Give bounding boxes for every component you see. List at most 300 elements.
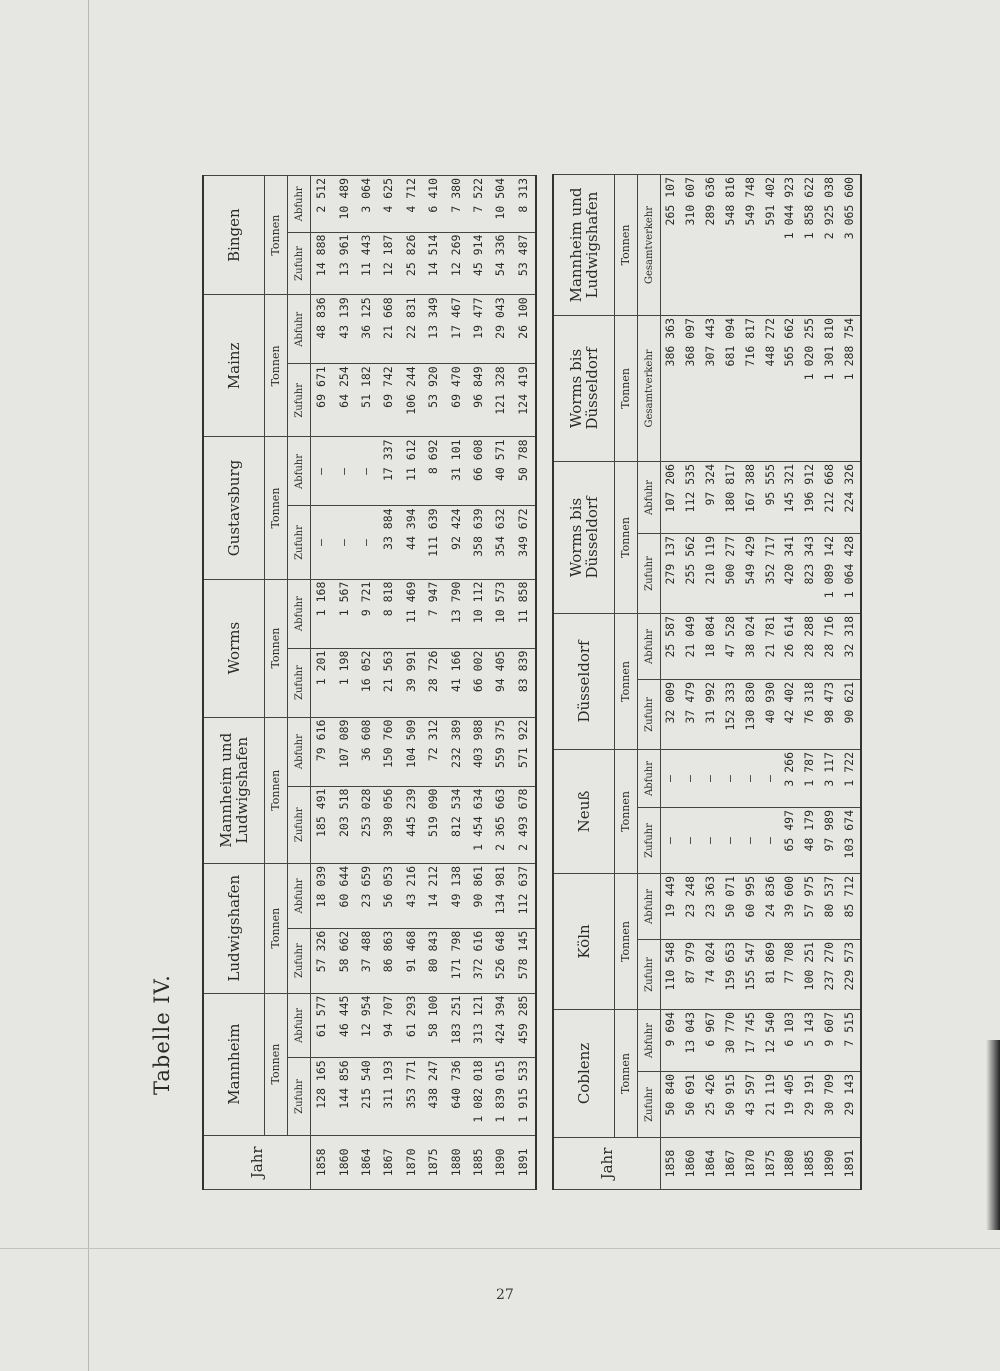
value-cell: 79 616 [311,717,334,786]
value-cell: 22 831 [401,295,423,364]
value-cell: 386 363 [661,315,681,461]
group-header: Mannheim und Ludwigshafen [203,717,265,863]
year-cell: 1860 [681,1138,701,1190]
abfuhr-header: Abfuhr [288,863,311,928]
value-cell: 37 479 [681,679,701,749]
abfuhr-header: Abfuhr [288,437,311,506]
unit-header: Tonnen [615,1009,638,1137]
value-cell: 253 028 [356,786,378,863]
value-cell: — [721,807,741,873]
value-cell: 210 119 [701,533,721,613]
value-cell: 3 065 600 [840,174,861,315]
value-cell: 438 247 [423,1058,445,1135]
zufuhr-header: Zufuhr [638,807,661,873]
year-cell: 1891 [512,1135,536,1189]
year-cell: 1890 [490,1135,512,1189]
value-cell: 10 489 [333,176,355,233]
value-cell: 716 817 [741,315,761,461]
value-cell: 279 137 [661,533,681,613]
value-cell: 1 915 533 [512,1058,536,1135]
value-cell: 26 614 [780,613,800,679]
value-cell: 21 781 [760,613,780,679]
value-cell: 83 839 [512,648,536,717]
value-cell: 224 326 [840,461,861,533]
value-cell: 48 836 [311,295,334,364]
value-cell: 13 349 [423,295,445,364]
value-cell: 21 563 [378,648,400,717]
unit-header: Tonnen [615,174,638,315]
value-cell: 159 653 [721,939,741,1009]
group-header: Düsseldorf [553,613,615,749]
value-cell: 96 849 [468,364,490,437]
value-cell: 171 798 [445,928,467,993]
value-cell: 310 607 [681,174,701,315]
year-cell: 1860 [333,1135,355,1189]
value-cell: 1 454 634 [468,786,490,863]
table-row [378,176,400,1190]
year-cell: 1858 [661,1138,681,1190]
year-cell: 1870 [741,1138,761,1190]
unit-header: Tonnen [265,295,288,437]
value-cell: 23 248 [681,873,701,939]
value-cell: 25 426 [701,1072,721,1138]
table-row [512,176,536,1190]
unit-header: Tonnen [265,579,288,717]
lower-table-block [552,175,862,1190]
zufuhr-header: Zufuhr [288,364,311,437]
value-cell: 3 064 [356,176,378,233]
value-cell: 352 717 [760,533,780,613]
value-cell: 1 567 [333,579,355,648]
value-cell: 24 836 [760,873,780,939]
value-cell: 91 468 [401,928,423,993]
table-row [840,174,861,1189]
value-cell: 39 600 [780,873,800,939]
value-cell: 19 405 [780,1072,800,1138]
value-cell: 307 443 [701,315,721,461]
value-cell: 1 301 810 [820,315,840,461]
table-row [445,176,467,1190]
value-cell: — [681,749,701,807]
year-cell: 1875 [423,1135,445,1189]
value-cell: 30 770 [721,1009,741,1071]
value-cell: 53 487 [512,232,536,295]
value-cell: 549 748 [741,174,761,315]
value-cell: 57 326 [311,928,334,993]
value-cell: 11 612 [401,437,423,506]
value-cell: 640 736 [445,1058,467,1135]
value-cell: 591 402 [760,174,780,315]
value-cell: 39 991 [401,648,423,717]
year-cell: 1885 [468,1135,490,1189]
value-cell: — [741,749,761,807]
value-cell: 9 607 [820,1009,840,1071]
value-cell: — [701,807,721,873]
upper-table-block [202,175,537,1190]
value-cell: — [760,807,780,873]
value-cell: 121 328 [490,364,512,437]
value-cell: 106 244 [401,364,423,437]
value-cell: 1 198 [333,648,355,717]
value-cell: 500 277 [721,533,741,613]
value-cell: 150 760 [378,717,400,786]
group-header: Mainz [203,295,265,437]
value-cell: 46 445 [333,993,355,1058]
value-cell: 180 817 [721,461,741,533]
value-cell: 549 429 [741,533,761,613]
table-row [401,176,423,1190]
group-header: Gustavsburg [203,437,265,579]
page-number: 27 [496,1287,514,1303]
value-cell: — [681,807,701,873]
value-cell: 2 493 678 [512,786,536,863]
value-cell: 36 125 [356,295,378,364]
unit-header: Tonnen [615,315,638,461]
group-header: Köln [553,873,615,1009]
table-row [333,176,355,1190]
value-cell: 358 639 [468,506,490,579]
value-cell: 74 024 [701,939,721,1009]
table-row [701,174,721,1189]
value-cell: 53 920 [423,364,445,437]
value-cell: 1 839 015 [490,1058,512,1135]
upper-table [202,175,537,1190]
value-cell: 50 071 [721,873,741,939]
table-row [423,176,445,1190]
value-cell: 1 201 [311,648,334,717]
value-cell: 42 402 [780,679,800,749]
unit-header: Tonnen [615,613,638,749]
value-cell: 145 321 [780,461,800,533]
value-cell: 66 002 [468,648,490,717]
value-cell: 92 424 [445,506,467,579]
value-cell: 255 562 [681,533,701,613]
value-cell: 43 139 [333,295,355,364]
value-cell: 7 380 [445,176,467,233]
value-cell: 196 912 [800,461,820,533]
value-cell: 571 922 [512,717,536,786]
value-cell: 50 840 [661,1072,681,1138]
value-cell: 97 324 [701,461,721,533]
value-cell: — [333,506,355,579]
value-cell: 47 528 [721,613,741,679]
value-cell: 66 608 [468,437,490,506]
abfuhr-header: Abfuhr [288,993,311,1058]
value-cell: 36 608 [356,717,378,786]
year-cell: 1858 [311,1135,334,1189]
value-cell: 167 388 [741,461,761,533]
value-cell: — [356,437,378,506]
value-cell: 90 621 [840,679,861,749]
unit-header: Tonnen [615,749,638,873]
value-cell: 203 518 [333,786,355,863]
value-cell: 37 488 [356,928,378,993]
abfuhr-header: Abfuhr [638,749,661,807]
value-cell: 40 930 [760,679,780,749]
value-cell: 1 722 [840,749,861,807]
table-title: Tabelle IV. [150,974,174,1095]
value-cell: 45 914 [468,232,490,295]
value-cell: 18 084 [701,613,721,679]
value-cell: 349 672 [512,506,536,579]
year-cell: 1864 [356,1135,378,1189]
value-cell: 7 515 [840,1009,861,1071]
value-cell: — [701,749,721,807]
value-cell: 107 089 [333,717,355,786]
value-cell: 103 674 [840,807,861,873]
value-cell: 57 975 [800,873,820,939]
value-cell: 49 138 [445,863,467,928]
value-cell: 6 967 [701,1009,721,1071]
lower-table [552,174,862,1190]
value-cell: 289 636 [701,174,721,315]
value-cell: 85 712 [840,873,861,939]
value-cell: 526 648 [490,928,512,993]
table-row [800,174,820,1189]
value-cell: 1 064 428 [840,533,861,613]
value-cell: 61 577 [311,993,334,1058]
zufuhr-header: Zufuhr [638,939,661,1009]
value-cell: 6 103 [780,1009,800,1071]
value-cell: 448 272 [760,315,780,461]
value-cell: 111 639 [423,506,445,579]
value-cell: 50 915 [721,1072,741,1138]
zufuhr-header: Zufuhr [638,533,661,613]
value-cell: 60 644 [333,863,355,928]
value-cell: 11 469 [401,579,423,648]
value-cell: 25 587 [661,613,681,679]
value-cell: 152 333 [721,679,741,749]
value-cell: 86 863 [378,928,400,993]
value-cell: — [661,807,681,873]
value-cell: 29 043 [490,295,512,364]
value-cell: 90 861 [468,863,490,928]
value-cell: — [721,749,741,807]
value-cell: 44 394 [401,506,423,579]
value-cell: 69 742 [378,364,400,437]
value-cell: 1 044 923 [780,174,800,315]
value-cell: 43 216 [401,863,423,928]
table-row [741,174,761,1189]
value-cell: 134 981 [490,863,512,928]
value-cell: 1 082 018 [468,1058,490,1135]
group-header: Coblenz [553,1009,615,1137]
value-cell: 823 343 [800,533,820,613]
group-header: Ludwigshafen [203,863,265,993]
value-cell: 155 547 [741,939,761,1009]
value-cell: 17 745 [741,1009,761,1071]
value-cell: 21 668 [378,295,400,364]
value-cell: 28 726 [423,648,445,717]
zufuhr-header: Zufuhr [288,786,311,863]
value-cell: 56 053 [378,863,400,928]
abfuhr-header: Abfuhr [288,295,311,364]
value-cell: 81 869 [760,939,780,1009]
zufuhr-header: Zufuhr [638,679,661,749]
year-cell: 1870 [401,1135,423,1189]
value-cell: 23 659 [356,863,378,928]
value-cell: 403 988 [468,717,490,786]
value-cell: 41 166 [445,648,467,717]
value-cell: 14 888 [311,232,334,295]
value-cell: 4 712 [401,176,423,233]
value-cell: 372 616 [468,928,490,993]
gesamtverkehr-header: Gesamtverkehr [638,174,661,315]
page-fold-horizontal [0,1248,1000,1249]
value-cell: 58 100 [423,993,445,1058]
value-cell: 8 818 [378,579,400,648]
value-cell: 29 191 [800,1072,820,1138]
value-cell: 26 100 [512,295,536,364]
group-header: Worms bis Düsseldorf [553,461,615,613]
zufuhr-header: Zufuhr [288,506,311,579]
abfuhr-header: Abfuhr [288,176,311,233]
value-cell: 94 707 [378,993,400,1058]
value-cell: 28 288 [800,613,820,679]
year-cell: 1890 [820,1138,840,1190]
table-row [820,174,840,1189]
value-cell: 61 293 [401,993,423,1058]
unit-header: Tonnen [615,461,638,613]
value-cell: 19 449 [661,873,681,939]
abfuhr-header: Abfuhr [638,461,661,533]
value-cell: 50 691 [681,1072,701,1138]
value-cell: 398 056 [378,786,400,863]
group-header: Mannheim [203,993,265,1135]
value-cell: 183 251 [445,993,467,1058]
value-cell: 565 662 [780,315,800,461]
page-fold-vertical [88,0,89,1371]
table-row [468,176,490,1190]
value-cell: 12 269 [445,232,467,295]
unit-header: Tonnen [615,873,638,1009]
value-cell: 232 389 [445,717,467,786]
value-cell: 368 097 [681,315,701,461]
value-cell: — [741,807,761,873]
value-cell: 548 816 [721,174,741,315]
table-row [490,176,512,1190]
value-cell: 65 497 [780,807,800,873]
value-cell: 60 995 [741,873,761,939]
value-cell: — [333,437,355,506]
year-cell: 1867 [721,1138,741,1190]
group-header: Worms [203,579,265,717]
table-row [356,176,378,1190]
unit-header: Tonnen [265,437,288,579]
value-cell: 215 540 [356,1058,378,1135]
value-cell: 578 145 [512,928,536,993]
value-cell: — [661,749,681,807]
value-cell: 3 266 [780,749,800,807]
value-cell: 38 024 [741,613,761,679]
year-cell: 1864 [701,1138,721,1190]
value-cell: 80 843 [423,928,445,993]
group-header: Mannheim und Ludwigshafen [553,174,615,315]
value-cell: 1 858 622 [800,174,820,315]
value-cell: 58 662 [333,928,355,993]
value-cell: 424 394 [490,993,512,1058]
value-cell: 87 979 [681,939,701,1009]
value-cell: 112 535 [681,461,701,533]
abfuhr-header: Abfuhr [288,717,311,786]
value-cell: 112 637 [512,863,536,928]
value-cell: 80 537 [820,873,840,939]
year-cell: 1891 [840,1138,861,1190]
abfuhr-header: Abfuhr [638,873,661,939]
value-cell: 124 419 [512,364,536,437]
table-row [311,176,334,1190]
abfuhr-header: Abfuhr [638,1009,661,1071]
value-cell: 32 318 [840,613,861,679]
value-cell: 2 925 038 [820,174,840,315]
gesamtverkehr-header: Gesamtverkehr [638,315,661,461]
value-cell: 128 165 [311,1058,334,1135]
value-cell: 100 251 [800,939,820,1009]
value-cell: — [760,749,780,807]
value-cell: 311 193 [378,1058,400,1135]
unit-header: Tonnen [265,863,288,993]
value-cell: 3 117 [820,749,840,807]
table-row [721,174,741,1189]
value-cell: 17 337 [378,437,400,506]
value-cell: 265 107 [661,174,681,315]
zufuhr-header: Zufuhr [288,232,311,295]
value-cell: 64 254 [333,364,355,437]
value-cell: 7 947 [423,579,445,648]
value-cell: 10 573 [490,579,512,648]
value-cell: 95 555 [760,461,780,533]
zufuhr-header: Zufuhr [288,1058,311,1135]
value-cell: 16 052 [356,648,378,717]
year-cell: 1867 [378,1135,400,1189]
table-row [681,174,701,1189]
group-header: Worms bis Düsseldorf [553,315,615,461]
value-cell: — [311,506,334,579]
value-cell: 31 992 [701,679,721,749]
value-cell: 72 312 [423,717,445,786]
value-cell: 21 119 [760,1072,780,1138]
value-cell: 30 709 [820,1072,840,1138]
value-cell: 445 239 [401,786,423,863]
value-cell: 2 512 [311,176,334,233]
group-header: Bingen [203,176,265,295]
value-cell: 12 954 [356,993,378,1058]
value-cell: 14 212 [423,863,445,928]
value-cell: 10 504 [490,176,512,233]
value-cell: 6 410 [423,176,445,233]
table-row [661,174,681,1189]
value-cell: 104 509 [401,717,423,786]
value-cell: 13 043 [681,1009,701,1071]
value-cell: 76 318 [800,679,820,749]
scan-edge-shadow [986,1040,1000,1230]
zufuhr-header: Zufuhr [288,648,311,717]
value-cell: 25 826 [401,232,423,295]
value-cell: 185 491 [311,786,334,863]
table-row [760,174,780,1189]
value-cell: 144 856 [333,1058,355,1135]
zufuhr-header: Zufuhr [638,1072,661,1138]
value-cell: 8 692 [423,437,445,506]
value-cell: 51 182 [356,364,378,437]
value-cell: 5 143 [800,1009,820,1071]
value-cell: 1 168 [311,579,334,648]
value-cell: 9 694 [661,1009,681,1071]
value-cell: 353 771 [401,1058,423,1135]
zufuhr-header: Zufuhr [288,928,311,993]
abfuhr-header: Abfuhr [638,613,661,679]
value-cell: 48 179 [800,807,820,873]
